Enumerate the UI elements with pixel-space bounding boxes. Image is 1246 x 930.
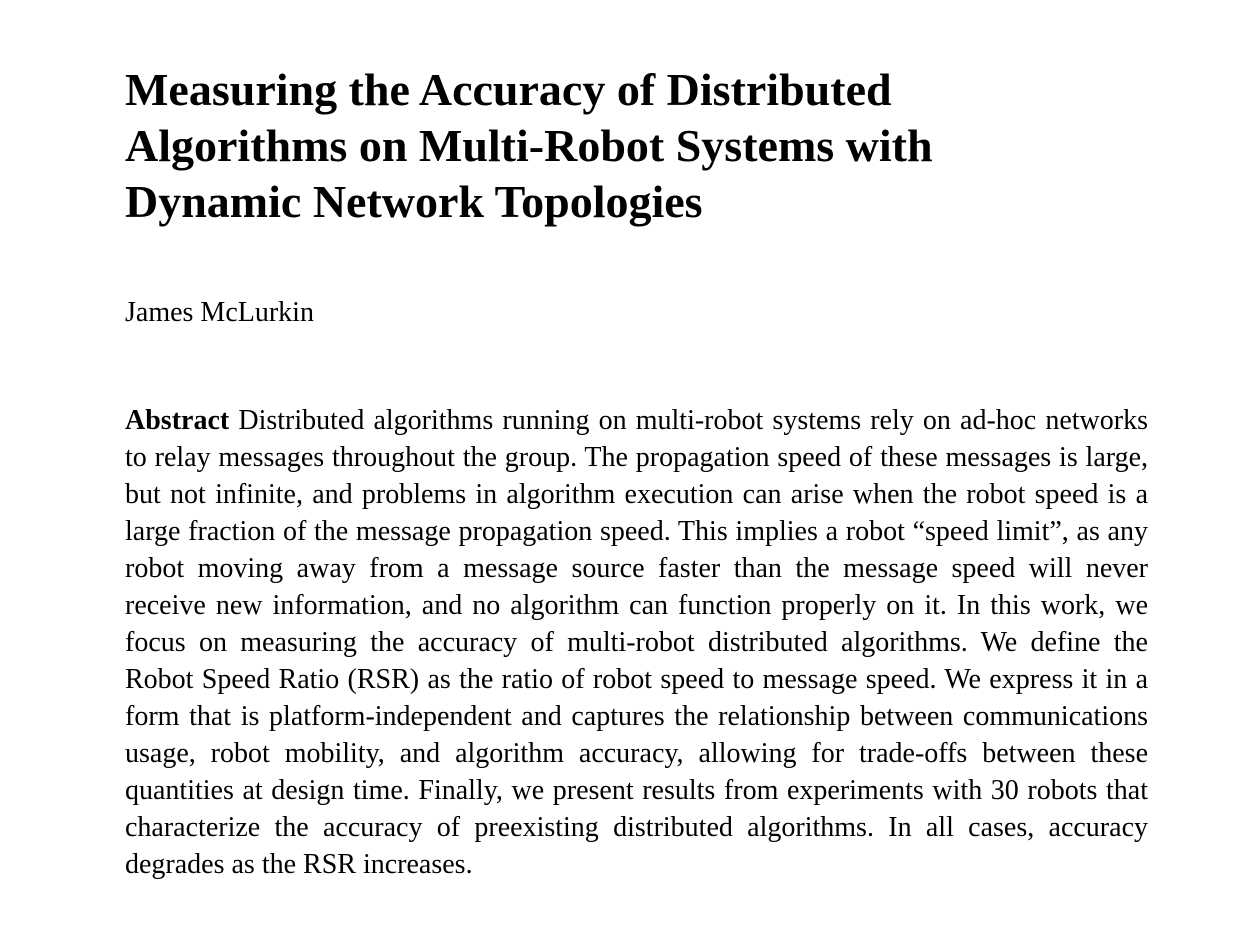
author-name: James McLurkin xyxy=(125,297,314,328)
title-line: Dynamic Network Topologies xyxy=(125,176,703,227)
paper-title xyxy=(125,62,1148,230)
title-line: Measuring the Accuracy of Distributed xyxy=(125,64,892,115)
abstract-text: Distributed algorithms running on multi-robot systems rely on ad-hoc networks to relay messages throughout the group. The propagation speed of these messages is large, but not infinite, and problems in algorithm execution can arise when the robot speed is a large fraction of the message propagation speed. This implies a robot “speed limit”, as any robot moving away from a message source faster than the message speed will never receive new information, and no algorithm can function properly on it. In this work, we focus on measuring the accuracy of multi-robot distributed algorithms. We define the Robot Speed Ratio (RSR) as the ratio of robot speed to message speed. We express it in a form that is platform-independent and captures the relationship between communications usage, robot mobility, and algorithm accuracy, allowing for trade-offs between these quantities at design time. Finally, we present results from experiments with 30 robots that characterize the accuracy of preexisting distributed algorithms. In all cases, accuracy degrades as the RSR increases. xyxy=(125,405,1149,880)
abstract xyxy=(125,402,1148,883)
paper-page xyxy=(125,62,1149,880)
abstract-label: Abstract xyxy=(125,405,230,436)
title-line: Algorithms on Multi-Robot Systems with xyxy=(125,120,933,171)
